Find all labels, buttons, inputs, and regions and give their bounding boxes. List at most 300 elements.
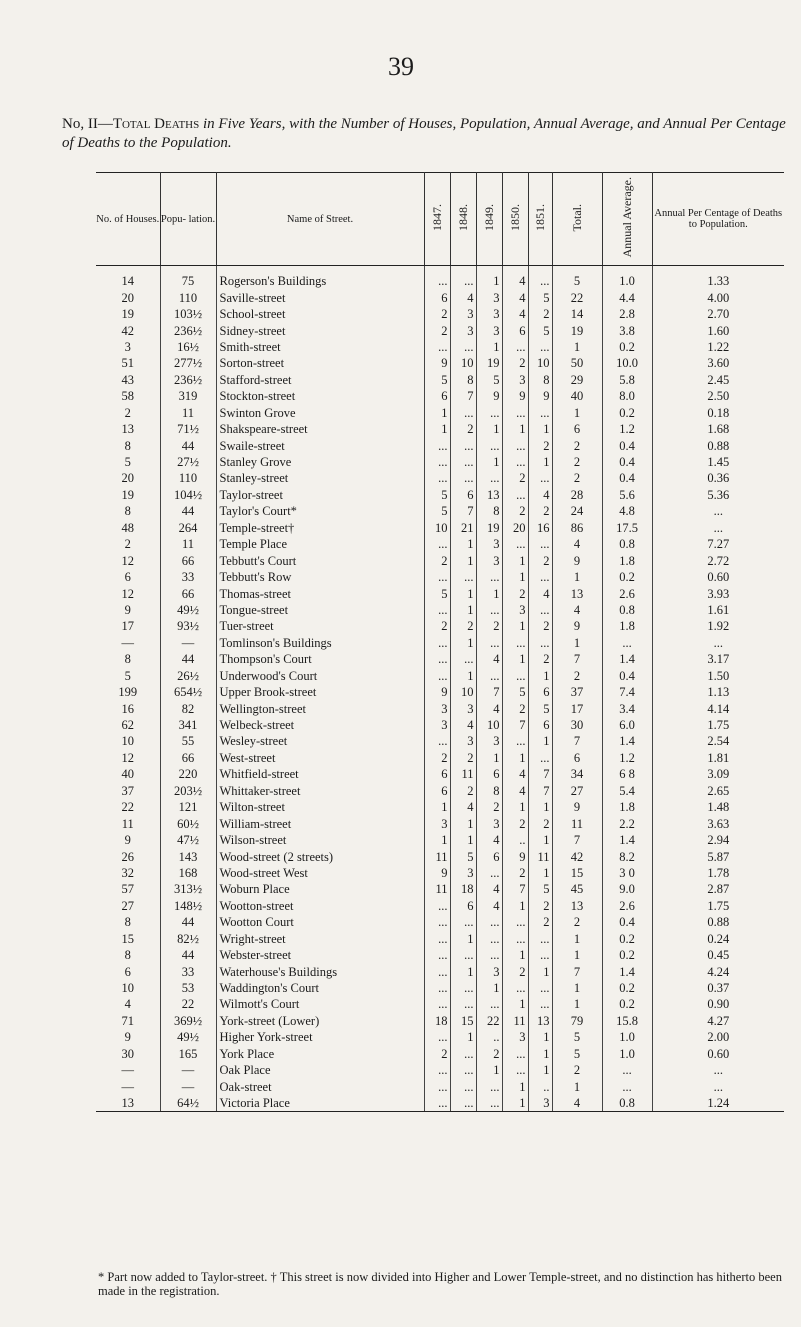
y1851-cell: 1 [528, 454, 552, 470]
percentage-cell: 5.87 [707, 849, 730, 864]
houses-cell: 62 [96, 717, 160, 733]
average-cell: 0.2 [602, 947, 652, 963]
total-cell: 2 [552, 470, 602, 486]
population-cell: 110 [160, 289, 216, 305]
y1849-cell: ... [476, 1078, 502, 1094]
y1849-cell: 6 [476, 766, 502, 782]
population-cell: 82½ [160, 931, 216, 947]
total-cell: 40 [552, 388, 602, 404]
population-cell: 44 [160, 503, 216, 519]
houses-cell: 16 [96, 700, 160, 716]
y1850-cell: ... [502, 339, 528, 355]
table-row [96, 339, 784, 355]
y1849-cell: 7 [476, 684, 502, 700]
average-cell: 1.8 [602, 799, 652, 815]
population-cell: 369½ [160, 1013, 216, 1029]
total-cell: 1 [552, 931, 602, 947]
houses-cell: 51 [96, 355, 160, 371]
y1848-cell: 15 [450, 1013, 476, 1029]
y1850-cell: 9 [502, 388, 528, 404]
total-cell: 13 [552, 585, 602, 601]
y1847-cell: 5 [424, 487, 450, 503]
houses-cell: 8 [96, 947, 160, 963]
y1848-cell: 3 [450, 733, 476, 749]
population-cell: 71½ [160, 421, 216, 437]
y1850-cell: ... [502, 733, 528, 749]
y1848-cell: 2 [450, 750, 476, 766]
street-name-cell: Thomas-street [216, 585, 424, 601]
population-cell: 66 [160, 552, 216, 568]
total-cell: 17 [552, 700, 602, 716]
y1850-cell: ... [502, 980, 528, 996]
average-cell: 3.4 [602, 700, 652, 716]
percentage-cell: 1.50 [707, 668, 730, 683]
y1850-cell: 1 [502, 996, 528, 1012]
y1850-cell: 2 [502, 700, 528, 716]
houses-cell: 57 [96, 881, 160, 897]
street-name-cell: Taylor-street [216, 487, 424, 503]
y1849-cell: 2 [476, 618, 502, 634]
total-cell: 7 [552, 832, 602, 848]
street-name-cell: Stanley-street [216, 470, 424, 486]
table-row [96, 865, 784, 881]
population-cell: 319 [160, 388, 216, 404]
percentage-cell: ... [713, 1079, 723, 1094]
y1849-cell: 3 [476, 815, 502, 831]
header-1851: 1851. [532, 204, 547, 231]
population-cell: 64½ [160, 1095, 216, 1112]
street-name-cell: Waddington's Court [216, 980, 424, 996]
table-body [96, 266, 784, 1112]
street-name-cell: Underwood's Court [216, 668, 424, 684]
street-name-cell: Waterhouse's Buildings [216, 963, 424, 979]
y1847-cell: 1 [424, 405, 450, 421]
average-cell: 0.2 [602, 980, 652, 996]
y1848-cell: ... [450, 339, 476, 355]
street-name-cell: York Place [216, 1046, 424, 1062]
street-name-cell: Stockton-street [216, 388, 424, 404]
y1850-cell: 1 [502, 947, 528, 963]
y1848-cell: 3 [450, 322, 476, 338]
y1848-cell: 1 [450, 832, 476, 848]
y1847-cell: 2 [424, 306, 450, 322]
y1847-cell: 6 [424, 783, 450, 799]
percentage-cell: 1.78 [707, 865, 730, 880]
total-cell: 15 [552, 865, 602, 881]
percentage-cell: 1.45 [707, 455, 730, 470]
y1847-cell: ... [424, 898, 450, 914]
average-cell: 1.8 [602, 552, 652, 568]
population-cell: 44 [160, 437, 216, 453]
total-cell: 50 [552, 355, 602, 371]
y1849-cell: 1 [476, 273, 502, 289]
y1850-cell: 5 [502, 684, 528, 700]
y1851-cell: ... [528, 931, 552, 947]
y1847-cell: 11 [424, 881, 450, 897]
y1850-cell: 4 [502, 289, 528, 305]
y1850-cell: 1 [502, 1078, 528, 1094]
y1849-cell: 8 [476, 783, 502, 799]
y1850-cell: 2 [502, 963, 528, 979]
y1850-cell: ... [502, 914, 528, 930]
street-name-cell: Temple-street† [216, 520, 424, 536]
total-cell: 45 [552, 881, 602, 897]
percentage-cell: 2.45 [707, 372, 730, 387]
y1848-cell: 6 [450, 898, 476, 914]
average-cell: ... [602, 1078, 652, 1094]
y1849-cell: 10 [476, 717, 502, 733]
y1850-cell: 20 [502, 520, 528, 536]
total-cell: 2 [552, 668, 602, 684]
page-number: 39 [388, 52, 414, 81]
street-name-cell: William-street [216, 815, 424, 831]
percentage-cell: 2.94 [707, 833, 730, 848]
y1848-cell: 2 [450, 618, 476, 634]
y1849-cell: 5 [476, 372, 502, 388]
total-cell: 9 [552, 552, 602, 568]
y1848-cell: 3 [450, 865, 476, 881]
y1849-cell: 1 [476, 750, 502, 766]
percentage-cell: 3.63 [707, 816, 730, 831]
percentage-cell: 2.70 [707, 307, 730, 322]
total-cell: 1 [552, 339, 602, 355]
table-row [96, 931, 784, 947]
header-total: Total. [569, 203, 584, 232]
y1847-cell: 2 [424, 750, 450, 766]
houses-cell: 9 [96, 1029, 160, 1045]
caption-rest: in Five Years, with the Number of Houses, Population, Annual Average, and Annual Per Centage of Deaths to the Population. [62, 116, 786, 151]
population-cell: — [160, 1062, 216, 1078]
y1847-cell: ... [424, 668, 450, 684]
y1850-cell: 1 [502, 898, 528, 914]
y1849-cell: 1 [476, 980, 502, 996]
population-cell: 264 [160, 520, 216, 536]
average-cell: 2.6 [602, 898, 652, 914]
street-name-cell: West-street [216, 750, 424, 766]
y1851-cell: 1 [528, 1046, 552, 1062]
percentage-cell: 1.75 [707, 898, 730, 913]
y1850-cell: 2 [502, 585, 528, 601]
average-cell: 6.0 [602, 717, 652, 733]
y1848-cell: ... [450, 437, 476, 453]
y1849-cell: 13 [476, 487, 502, 503]
percentage-cell: 0.18 [707, 405, 730, 420]
street-name-cell: York-street (Lower) [216, 1013, 424, 1029]
percentage-cell: 2.54 [707, 734, 730, 749]
y1849-cell: 19 [476, 520, 502, 536]
average-cell: 5.6 [602, 487, 652, 503]
average-cell: 1.0 [602, 1029, 652, 1045]
y1851-cell: ... [528, 273, 552, 289]
percentage-cell: ... [713, 520, 723, 535]
y1847-cell: ... [424, 733, 450, 749]
average-cell: 0.4 [602, 914, 652, 930]
street-name-cell: Oak Place [216, 1062, 424, 1078]
total-cell: 9 [552, 618, 602, 634]
y1848-cell: 7 [450, 503, 476, 519]
percentage-cell: 1.92 [707, 619, 730, 634]
y1851-cell: 6 [528, 684, 552, 700]
y1851-cell: 1 [528, 1062, 552, 1078]
y1850-cell: 1 [502, 750, 528, 766]
y1849-cell: ... [476, 668, 502, 684]
y1847-cell: 2 [424, 322, 450, 338]
houses-cell: 5 [96, 668, 160, 684]
street-name-cell: Sidney-street [216, 322, 424, 338]
street-name-cell: Taylor's Court* [216, 503, 424, 519]
y1847-cell: 3 [424, 815, 450, 831]
houses-cell: 32 [96, 865, 160, 881]
population-cell: 49½ [160, 602, 216, 618]
y1847-cell: 5 [424, 585, 450, 601]
y1847-cell: ... [424, 980, 450, 996]
street-name-cell: Wood-street (2 streets) [216, 848, 424, 864]
average-cell: 4.8 [602, 503, 652, 519]
y1850-cell: 1 [502, 569, 528, 585]
population-cell: 44 [160, 651, 216, 667]
y1851-cell: 3 [528, 1095, 552, 1112]
street-name-cell: Tebbutt's Row [216, 569, 424, 585]
total-cell: 30 [552, 717, 602, 733]
street-name-cell: Wilson-street [216, 832, 424, 848]
houses-cell: 8 [96, 437, 160, 453]
y1847-cell: 6 [424, 388, 450, 404]
y1849-cell: 2 [476, 1046, 502, 1062]
y1851-cell: 5 [528, 881, 552, 897]
y1847-cell: 11 [424, 848, 450, 864]
percentage-cell: 3.17 [707, 652, 730, 667]
y1851-cell: 2 [528, 618, 552, 634]
y1849-cell: ... [476, 602, 502, 618]
y1849-cell: 22 [476, 1013, 502, 1029]
houses-cell: 19 [96, 487, 160, 503]
percentage-cell: 5.36 [707, 487, 730, 502]
y1847-cell: ... [424, 651, 450, 667]
percentage-cell: 0.88 [707, 438, 730, 453]
percentage-cell: 0.60 [707, 1046, 730, 1061]
y1849-cell: ... [476, 470, 502, 486]
y1848-cell: ... [450, 1095, 476, 1112]
total-cell: 1 [552, 996, 602, 1012]
average-cell: 0.2 [602, 339, 652, 355]
y1851-cell: ... [528, 536, 552, 552]
houses-cell: 11 [96, 815, 160, 831]
percentage-cell: 1.48 [707, 800, 730, 815]
y1847-cell: ... [424, 996, 450, 1012]
y1849-cell: 1 [476, 421, 502, 437]
y1848-cell: 1 [450, 552, 476, 568]
street-name-cell: School-street [216, 306, 424, 322]
population-cell: 33 [160, 963, 216, 979]
y1849-cell: ... [476, 914, 502, 930]
y1851-cell: 2 [528, 552, 552, 568]
y1847-cell: 1 [424, 799, 450, 815]
total-cell: 27 [552, 783, 602, 799]
y1851-cell: 2 [528, 898, 552, 914]
y1848-cell: ... [450, 914, 476, 930]
street-name-cell: Smith-street [216, 339, 424, 355]
y1850-cell: ... [502, 635, 528, 651]
average-cell: 2.8 [602, 306, 652, 322]
total-cell: 7 [552, 733, 602, 749]
y1851-cell: ... [528, 996, 552, 1012]
y1850-cell: ... [502, 931, 528, 947]
mortality-table-container [96, 172, 784, 1327]
footnote: * Part now added to Taylor-street. † This street is now divided into Higher and Lower Temple-street, and no distinction has hitherto been made in the registration. [98, 1270, 782, 1298]
average-cell: 7.4 [602, 684, 652, 700]
y1847-cell: 3 [424, 717, 450, 733]
y1847-cell: 6 [424, 766, 450, 782]
total-cell: 4 [552, 602, 602, 618]
population-cell: 44 [160, 947, 216, 963]
houses-cell: 3 [96, 339, 160, 355]
table-row [96, 783, 784, 799]
street-name-cell: Whitfield-street [216, 766, 424, 782]
average-cell: 1.4 [602, 733, 652, 749]
table-caption [62, 115, 792, 153]
y1851-cell: ... [528, 947, 552, 963]
street-name-cell: Sorton-street [216, 355, 424, 371]
y1847-cell: ... [424, 963, 450, 979]
houses-cell: 13 [96, 1095, 160, 1112]
y1849-cell: 2 [476, 799, 502, 815]
table-row [96, 766, 784, 782]
street-name-cell: Oak-street [216, 1078, 424, 1094]
y1848-cell: ... [450, 947, 476, 963]
houses-cell: 58 [96, 388, 160, 404]
street-name-cell: Rogerson's Buildings [216, 273, 424, 289]
population-cell: 16½ [160, 339, 216, 355]
average-cell: 1.2 [602, 421, 652, 437]
y1848-cell: 5 [450, 848, 476, 864]
y1851-cell: 1 [528, 799, 552, 815]
total-cell: 5 [552, 1029, 602, 1045]
table-row [96, 668, 784, 684]
y1851-cell: ... [528, 470, 552, 486]
y1851-cell: ... [528, 569, 552, 585]
y1847-cell: 2 [424, 1046, 450, 1062]
y1851-cell: 2 [528, 437, 552, 453]
population-cell: 168 [160, 865, 216, 881]
houses-cell: 71 [96, 1013, 160, 1029]
y1849-cell: 9 [476, 388, 502, 404]
y1849-cell: ... [476, 996, 502, 1012]
houses-cell: 13 [96, 421, 160, 437]
percentage-cell: 1.60 [707, 323, 730, 338]
y1849-cell: ... [476, 437, 502, 453]
population-cell: 220 [160, 766, 216, 782]
y1847-cell: ... [424, 437, 450, 453]
population-cell: 60½ [160, 815, 216, 831]
y1849-cell: ... [476, 931, 502, 947]
y1850-cell: 2 [502, 503, 528, 519]
average-cell: 1.0 [602, 273, 652, 289]
y1848-cell: 1 [450, 931, 476, 947]
y1849-cell: ... [476, 405, 502, 421]
population-cell: 66 [160, 750, 216, 766]
y1847-cell: 3 [424, 700, 450, 716]
houses-cell: 30 [96, 1046, 160, 1062]
y1848-cell: 1 [450, 1029, 476, 1045]
y1850-cell: 3 [502, 602, 528, 618]
y1850-cell: 1 [502, 651, 528, 667]
y1851-cell: 2 [528, 503, 552, 519]
average-cell: ... [602, 635, 652, 651]
percentage-cell: 1.61 [707, 602, 730, 617]
y1850-cell: 7 [502, 717, 528, 733]
y1850-cell: ... [502, 668, 528, 684]
total-cell: 7 [552, 963, 602, 979]
table-row [96, 306, 784, 322]
y1851-cell: 1 [528, 1029, 552, 1045]
average-cell: 0.2 [602, 405, 652, 421]
houses-cell: 2 [96, 405, 160, 421]
population-cell: 82 [160, 700, 216, 716]
total-cell: 2 [552, 1062, 602, 1078]
y1851-cell: 1 [528, 733, 552, 749]
total-cell: 2 [552, 437, 602, 453]
total-cell: 1 [552, 980, 602, 996]
y1849-cell: 3 [476, 552, 502, 568]
y1851-cell: 4 [528, 585, 552, 601]
y1848-cell: ... [450, 405, 476, 421]
y1849-cell: 8 [476, 503, 502, 519]
population-cell: 236½ [160, 322, 216, 338]
total-cell: 5 [552, 1046, 602, 1062]
houses-cell: 37 [96, 783, 160, 799]
street-name-cell: Temple Place [216, 536, 424, 552]
y1848-cell: 3 [450, 700, 476, 716]
y1847-cell: ... [424, 273, 450, 289]
y1850-cell: 6 [502, 322, 528, 338]
population-cell: 110 [160, 470, 216, 486]
houses-cell: — [96, 1062, 160, 1078]
table-row [96, 1029, 784, 1045]
table-row [96, 322, 784, 338]
y1849-cell: 3 [476, 306, 502, 322]
y1851-cell: 7 [528, 783, 552, 799]
population-cell: — [160, 1078, 216, 1094]
y1847-cell: 2 [424, 618, 450, 634]
total-cell: 22 [552, 289, 602, 305]
y1851-cell: 5 [528, 289, 552, 305]
y1848-cell: 18 [450, 881, 476, 897]
population-cell: 165 [160, 1046, 216, 1062]
y1851-cell: 8 [528, 372, 552, 388]
percentage-cell: 1.75 [707, 718, 730, 733]
y1847-cell: ... [424, 947, 450, 963]
y1847-cell: 6 [424, 289, 450, 305]
percentage-cell: 4.27 [707, 1013, 730, 1028]
average-cell: 4.4 [602, 289, 652, 305]
y1847-cell: ... [424, 339, 450, 355]
houses-cell: 42 [96, 322, 160, 338]
y1849-cell: 4 [476, 898, 502, 914]
y1848-cell: 1 [450, 635, 476, 651]
street-name-cell: Shakspeare-street [216, 421, 424, 437]
y1847-cell: 5 [424, 503, 450, 519]
percentage-cell: 4.00 [707, 290, 730, 305]
y1850-cell: 11 [502, 1013, 528, 1029]
population-cell: 75 [160, 273, 216, 289]
total-cell: 2 [552, 454, 602, 470]
y1850-cell: 3 [502, 1029, 528, 1045]
table-row [96, 585, 784, 601]
street-name-cell: Thompson's Court [216, 651, 424, 667]
average-cell: 0.2 [602, 931, 652, 947]
houses-cell: 8 [96, 503, 160, 519]
y1849-cell: 4 [476, 832, 502, 848]
